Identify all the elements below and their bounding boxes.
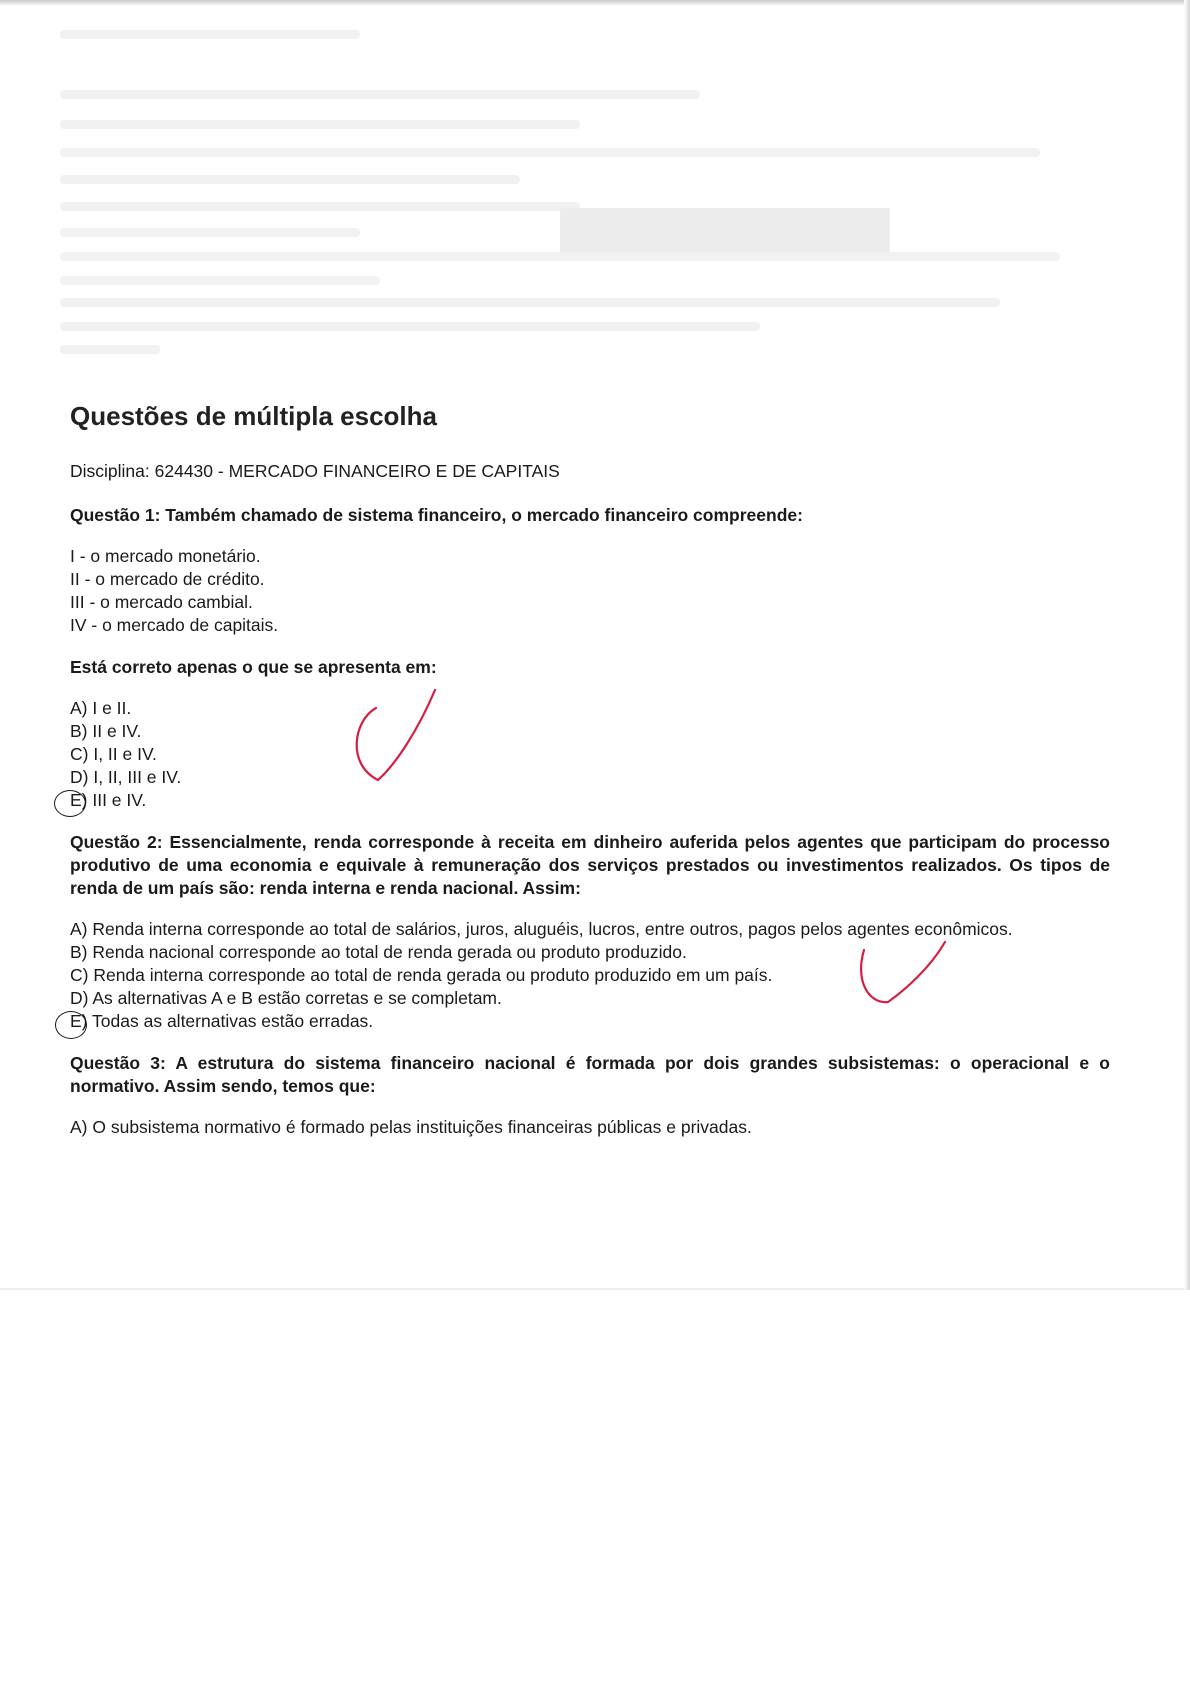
question-1-prompt: Está correto apenas o que se apresenta em:: [70, 657, 437, 677]
list-item: IV - o mercado de capitais.: [70, 615, 279, 635]
question-1-heading: Questão 1: Também chamado de sistema financeiro, o mercado financeiro compreende:: [70, 505, 803, 525]
option-a: A) O subsistema normativo é formado pelas instituições financeiras públicas e privadas.: [70, 1117, 752, 1137]
discipline-value: 624430 - MERCADO FINANCEIRO E DE CAPITAIS: [154, 461, 560, 481]
question-1-options: [70, 697, 1110, 812]
option-a: A) I e II.: [70, 698, 132, 718]
document-body: [70, 400, 1110, 1139]
question-3-heading: Questão 3: A estrutura do sistema financeiro nacional é formada por dois grandes subsistemas: o operacional e o normativo. Assim sendo, temos que:: [70, 1053, 1110, 1096]
list-item: I - o mercado monetário.: [70, 546, 261, 566]
answer-circle-q2-c: [55, 1011, 87, 1039]
bleed-through-text: [60, 30, 1120, 360]
option-b: B) II e IV.: [70, 721, 142, 741]
red-checkmark-icon: [850, 940, 950, 1030]
question-2-heading: Questão 2: Essencialmente, renda corresponde à receita em dinheiro auferida pelos agentes que participam do processo produtivo de uma economia e equivale à remuneração dos serviços prestados ou investimentos realizados. Os tipos de renda de um país são: renda interna e renda nacional. Assim:: [70, 832, 1110, 898]
option-b: B) Renda nacional corresponde ao total de renda gerada ou produto produzido.: [70, 942, 687, 962]
list-item: III - o mercado cambial.: [70, 592, 253, 612]
page-title: Questões de múltipla escolha: [70, 401, 437, 431]
option-a: A) Renda interna corresponde ao total de salários, juros, aluguéis, lucros, entre outros, pagos pelos agentes econômicos.: [70, 919, 1013, 939]
option-d: D) I, II, III e IV.: [70, 767, 182, 787]
question-3-options: [70, 1116, 1110, 1139]
discipline-label: Disciplina:: [70, 461, 150, 481]
option-e: E) Todas as alternativas estão erradas.: [70, 1011, 374, 1031]
question-2-options: [70, 918, 1110, 1033]
page-bottom-edge: [0, 1288, 1184, 1290]
option-d: D) As alternativas A e B estão corretas e se completam.: [70, 988, 502, 1008]
option-c: C) Renda interna corresponde ao total de renda gerada ou produto produzido em um país.: [70, 965, 773, 985]
answer-circle-q1-d: [54, 790, 86, 817]
page-right-edge: [1184, 0, 1190, 1290]
red-checkmark-icon: [340, 680, 450, 790]
option-c: C) I, II e IV.: [70, 744, 157, 764]
list-item: II - o mercado de crédito.: [70, 569, 265, 589]
option-e: E) III e IV.: [70, 790, 147, 810]
page-top-edge: [0, 0, 1190, 6]
discipline-line: [70, 460, 1110, 483]
question-1-items: [70, 545, 1110, 637]
